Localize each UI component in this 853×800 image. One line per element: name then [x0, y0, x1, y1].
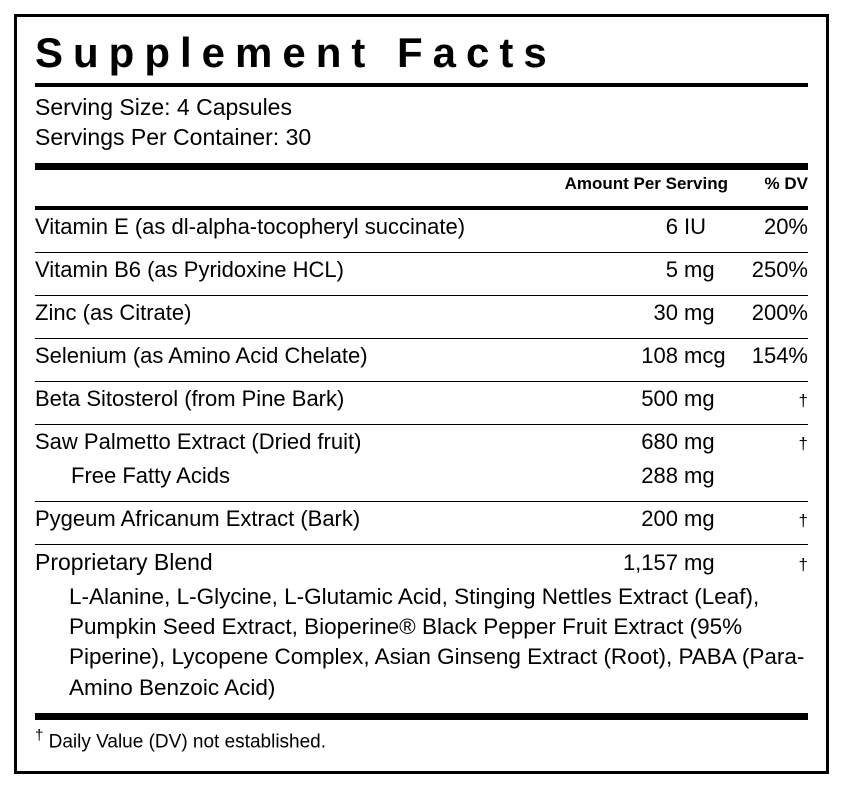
- table-row: [35, 459, 808, 493]
- proprietary-blend-row: [35, 545, 808, 581]
- table-row: [35, 253, 808, 288]
- row-divider: [35, 244, 808, 253]
- row-amount-unit: mg: [684, 386, 715, 412]
- row-amount: [565, 253, 736, 288]
- row-amount: [565, 459, 736, 493]
- serving-size: Serving Size: 4 Capsules: [35, 94, 292, 121]
- row-name: Zinc (as Citrate): [35, 300, 192, 326]
- row-divider: [35, 330, 808, 339]
- row-name: Selenium (as Amino Acid Chelate): [35, 343, 368, 369]
- row-name: Vitamin B6 (as Pyridoxine HCL): [35, 257, 344, 283]
- row-amount-unit: mg: [684, 257, 715, 283]
- row-divider: [35, 373, 808, 382]
- row-amount-number: 108: [641, 343, 678, 369]
- divider-heavy-bottom: [35, 713, 808, 720]
- row-amount: [565, 502, 736, 537]
- table-row: [35, 208, 808, 244]
- header-percent-dv: % DV: [764, 174, 808, 194]
- row-amount-number: 500: [641, 386, 678, 412]
- row-dv: 154%: [751, 343, 808, 369]
- blend-amount-unit: mg: [684, 550, 715, 576]
- row-amount-unit: IU: [684, 214, 706, 240]
- row-amount-unit: mg: [684, 463, 715, 489]
- blend-ingredients: L-Alanine, L-Glycine, L-Glutamic Acid, Stinging Nettles Extract (Leaf), Pumpkin Seed Extract, Bioperine® Black Pepper Fruit Extract (95% Piperine), Lycopene Complex, Asian Ginseng Extract (Root), PABA (Para-Amino Benzoic Acid): [69, 584, 805, 700]
- serving-info: [35, 87, 808, 159]
- blend-dv: †: [798, 555, 808, 575]
- row-amount-number: 200: [641, 506, 678, 532]
- blend-amount: [565, 545, 736, 581]
- row-dv: 200%: [751, 300, 808, 326]
- page-title: Supplement Facts: [35, 29, 557, 76]
- table-row: [35, 296, 808, 331]
- table-row: [35, 425, 808, 460]
- row-amount-unit: mg: [684, 506, 715, 532]
- row-amount-unit: mcg: [684, 343, 726, 369]
- row-divider: [35, 416, 808, 425]
- row-amount: [565, 296, 736, 331]
- row-dv: 250%: [751, 257, 808, 283]
- table-row: [35, 502, 808, 537]
- row-name: Free Fatty Acids: [71, 463, 230, 489]
- row-name: Pygeum Africanum Extract (Bark): [35, 506, 361, 532]
- row-dv: †: [798, 511, 808, 531]
- blend-amount-number: 1,157: [622, 550, 678, 576]
- header-blank: [35, 170, 565, 198]
- table-header-row: [35, 170, 808, 198]
- footnote-text: Daily Value (DV) not established.: [48, 731, 327, 753]
- row-divider: [35, 287, 808, 296]
- footnote-dagger-icon: †: [35, 726, 44, 744]
- row-name: Beta Sitosterol (from Pine Bark): [35, 386, 345, 412]
- row-amount-unit: mg: [684, 429, 715, 455]
- row-dv: 20%: [763, 214, 808, 240]
- nutrition-table: [35, 170, 808, 709]
- row-name: Vitamin E (as dl-alpha-tocopheryl succinate): [35, 214, 466, 240]
- row-amount: [565, 382, 736, 417]
- table-row: [35, 382, 808, 417]
- proprietary-blend-ingredients-row: [35, 580, 808, 709]
- row-amount: [565, 339, 736, 374]
- row-amount-number: 6: [665, 214, 678, 240]
- divider-under-header: [35, 198, 808, 208]
- row-amount-unit: mg: [684, 300, 715, 326]
- divider-heavy-top: [35, 163, 808, 170]
- row-amount-number: 30: [653, 300, 678, 326]
- row-name: Saw Palmetto Extract (Dried fruit): [35, 429, 362, 455]
- row-amount: [565, 208, 736, 244]
- row-divider: [35, 493, 808, 502]
- row-dv: [736, 459, 808, 493]
- supplement-facts-panel: [14, 14, 829, 774]
- servings-per-container: Servings Per Container: 30: [35, 123, 312, 150]
- row-dv: †: [798, 434, 808, 454]
- row-amount-number: 5: [665, 257, 678, 283]
- table-row: [35, 339, 808, 374]
- header-amount-per-serving: Amount Per Serving: [564, 174, 728, 194]
- row-amount-number: 680: [641, 429, 678, 455]
- row-amount-number: 288: [641, 463, 678, 489]
- footnote: [35, 720, 808, 753]
- blend-name: Proprietary Blend: [35, 549, 213, 576]
- row-divider: [35, 536, 808, 545]
- row-dv: †: [798, 391, 808, 411]
- row-amount: [565, 425, 736, 460]
